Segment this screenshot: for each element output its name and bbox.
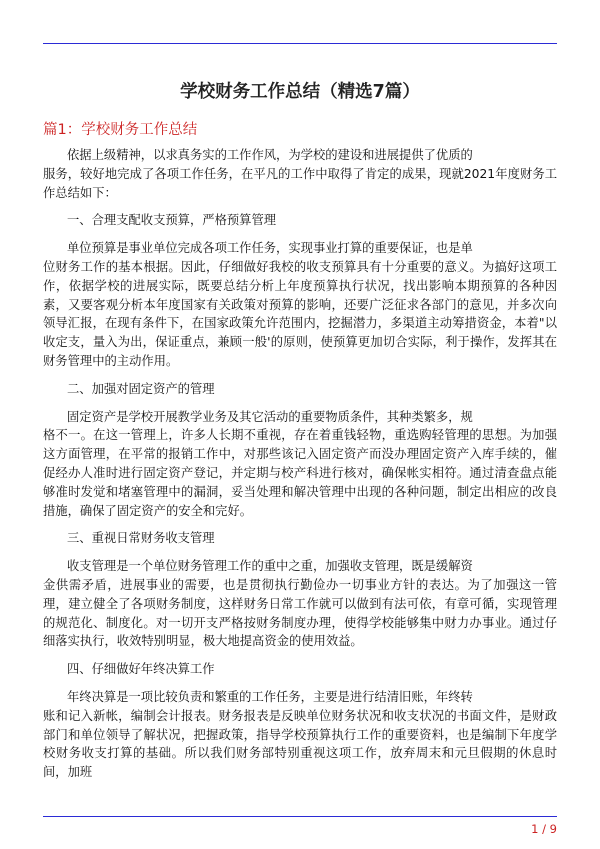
body-paragraph xyxy=(43,557,557,651)
section-heading: 二、加强对固定资产的管理 xyxy=(67,381,215,396)
header-rule xyxy=(43,43,557,44)
page-indicator: 1 / 9 xyxy=(531,822,557,836)
paragraph-lead: 单位预算是事业单位完成各项工作任务，实现事业打算的重要保证，也是单 xyxy=(67,241,473,256)
paragraph-lead: 年终决算是一项比较负责和繁重的工作任务，主要是进行结清旧账，年终转 xyxy=(67,689,473,704)
paragraph-rest: 金供需矛盾，进展事业的需要，也是贯彻执行勤俭办一切事业方针的表达。为了加强这一管理，建立健全了各项财务制度，这样财务日常工作就可以做到有法可依，有章可循，实现管理的规范化、制度化。对一切开支严格按财务制度办理，使得学校能够集中财力办事业。通过仔细落实执行，收效特别明显，极大地提高资金的使用效益。 xyxy=(43,577,557,649)
paragraph-rest: 格不一。在这一管理上，许多人长期不重视，存在着重钱轻物，重选购轻管理的思想。为加强这方面管理，在平常的报销工作中，对那些该记入固定资产而没办理固定资产入库手续的，催促经办人准时进行固定资产登记，并定期与校产科进行核对，确保帐实相符。通过清查盘点能够准时发觉和堵塞管理中的漏洞，妥当处理和解决管理中出现的各种问题，制定出相应的改良措施，确保了固定资产的安全和完好。 xyxy=(43,428,557,518)
body-paragraph xyxy=(43,239,557,371)
body-paragraph xyxy=(43,146,557,202)
chapter-heading: 篇1：学校财务工作总结 xyxy=(43,122,198,138)
footer-rule xyxy=(43,816,557,817)
document-title: 学校财务工作总结（精选7篇） xyxy=(180,82,420,102)
document-body xyxy=(43,146,557,782)
paragraph-lead: 依据上级精神，以求真务实的工作作风，为学校的建设和进展提供了优质的 xyxy=(67,148,473,162)
section-heading: 一、合理支配收支预算，严格预算管理 xyxy=(67,213,277,228)
body-paragraph xyxy=(43,408,557,521)
body-paragraph xyxy=(43,688,557,782)
paragraph-rest: 服务，较好地完成了各项工作任务，在平凡的工作中取得了肯定的成果，现就2021年度财务工作总结如下： xyxy=(43,166,557,200)
paragraph-rest: 账和记入新帐，编制会计报表。财务报表是反映单位财务状况和收支状况的书面文件，是财政部门和单位领导了解状况，把握政策，指导学校预算执行工作的重要资料，也是编制下年度学校财务收支打算的基础。所以我们财务部特别重视这项工作，放弃周末和元旦假期的休息时间，加班 xyxy=(43,708,557,780)
paragraph-lead: 收支管理是一个单位财务管理工作的重中之重，加强收支管理，既是缓解资 xyxy=(67,559,473,574)
section-heading: 三、重视日常财务收支管理 xyxy=(67,531,215,546)
section-heading: 四、仔细做好年终决算工作 xyxy=(67,662,215,677)
paragraph-rest: 位财务工作的基本根据。因此，仔细做好我校的收支预算具有十分重要的意义。为搞好这项工作，依据学校的进展实际，既要总结分析上年度预算执行状况，找出影响本期预算的各种因素，又要客观分析本年度国家有关政策对预算的影响，还要广泛征求各部门的意见，并多次向领导汇报，在现有条件下，在国家政策允许范围内，挖掘潜力，多渠道主动筹措资金，本着"以收定支，量入为出，保证重点，兼顾一般'的原则，使预算更加切合实际，利于操作，发挥其在财务管理中的主动作用。 xyxy=(43,259,557,368)
paragraph-lead: 固定资产是学校开展教学业务及其它活动的重要物质条件，其种类繁多，规 xyxy=(67,409,473,424)
